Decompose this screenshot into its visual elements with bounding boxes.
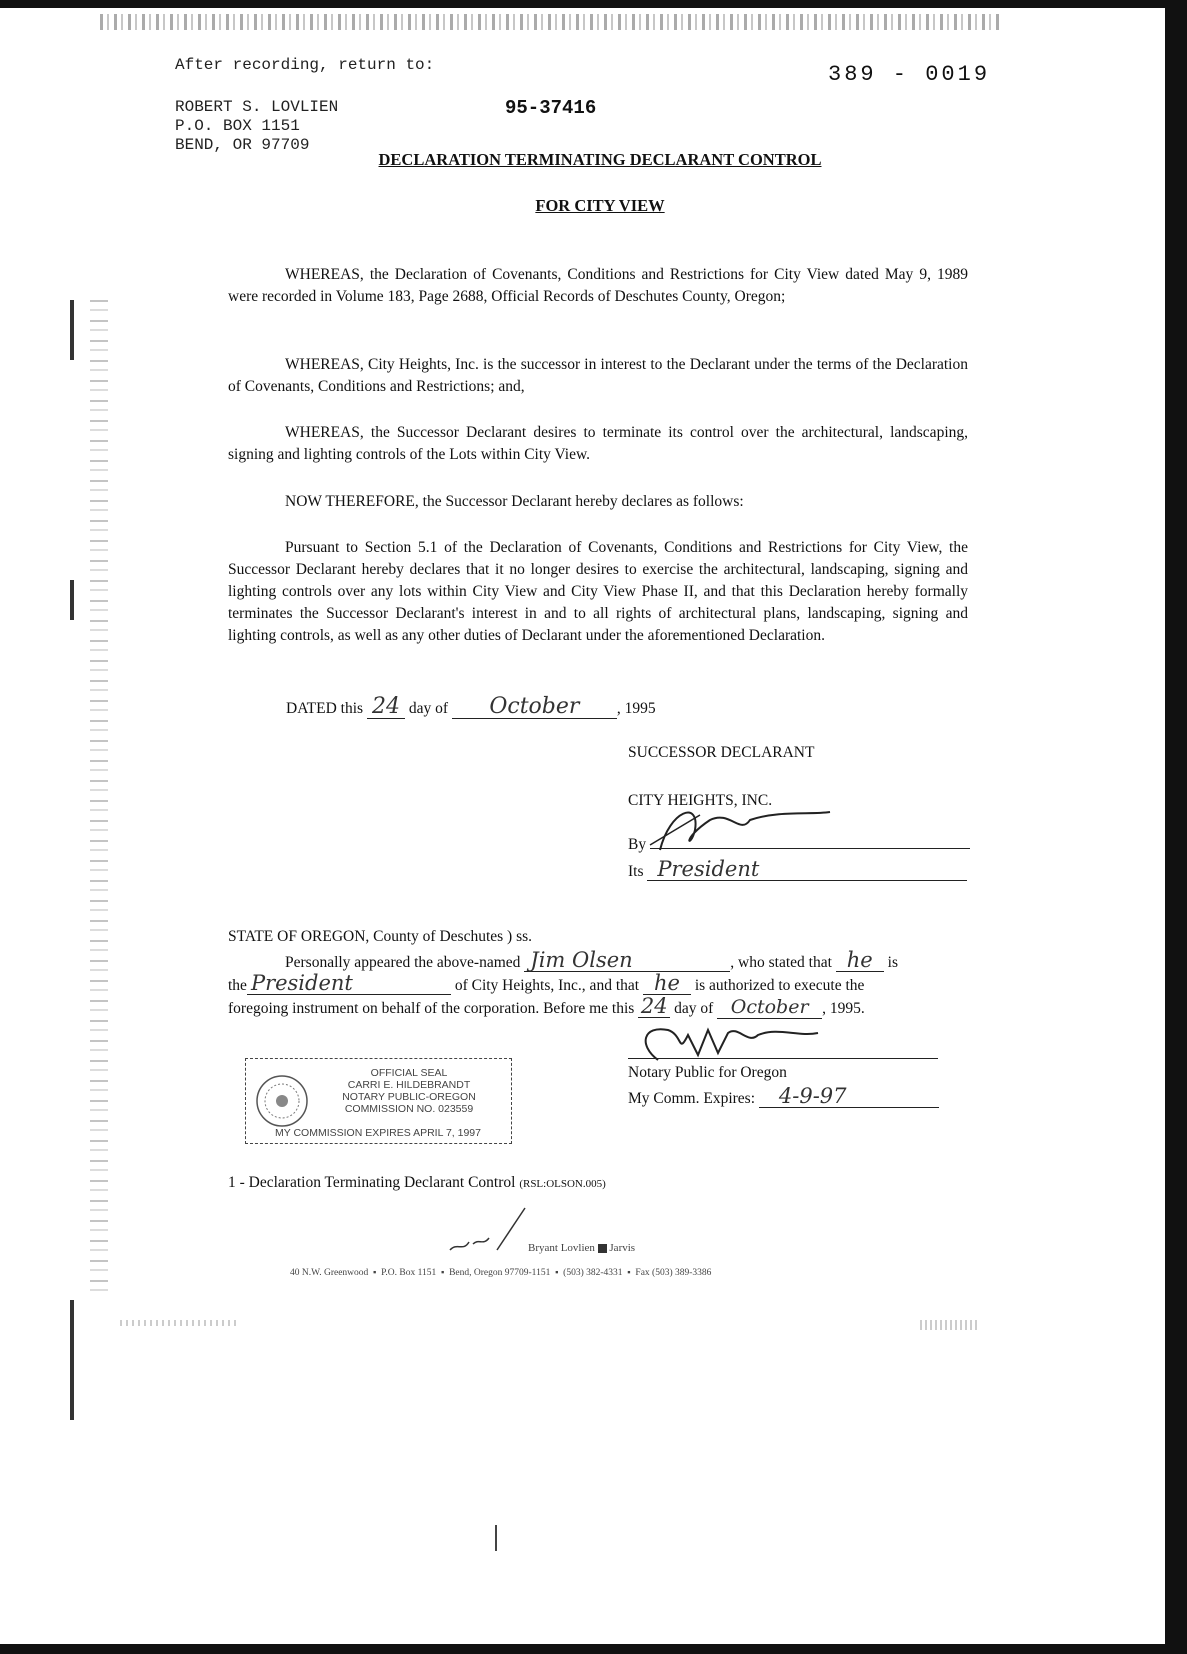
official-seal-stamp — [245, 1058, 512, 1144]
firm-name-1: Bryant Lovlien — [528, 1242, 595, 1254]
document-code: (RSL:OLSON.005) — [519, 1178, 606, 1190]
dated-day: 24 — [367, 696, 405, 719]
the-text: the — [228, 977, 247, 994]
scan-noise — [100, 14, 1000, 30]
page-caption: 1 - Declaration Terminating Declarant Control — [228, 1174, 516, 1191]
firm-address: 40 N.W. Greenwood ▪ P.O. Box 1151 ▪ Bend, Oregon 97709-1151 ▪ (503) 382-4331 ▪ Fax (503) 389-3386 — [290, 1268, 712, 1278]
foregoing-text: foregoing instrument on behalf of the corporation. Before me this — [228, 1000, 635, 1017]
paragraph-1: WHEREAS, the Declaration of Covenants, Conditions and Restrictions for City View dated May 9, 1989 were recorded in Volume 183, Page 2688, Official Records of Deschutes County, Oregon; — [228, 266, 968, 305]
firm-name — [528, 1242, 635, 1254]
dated-month: October — [452, 696, 617, 719]
return-label: After recording, return to: — [175, 56, 435, 74]
seal-text — [314, 1067, 504, 1115]
paragraph-2: WHEREAS, City Heights, Inc. is the successor in interest to the Declarant under the terms of the Declaration of Covenants, Conditions and Restrictions; and, — [228, 356, 968, 395]
notary-signature-line — [628, 1058, 938, 1059]
firm-logo-icon — [598, 1244, 607, 1253]
scan-bottom-edge — [0, 1644, 1187, 1654]
notary-month: October — [717, 996, 822, 1019]
seal-line: NOTARY PUBLIC-OREGON — [342, 1091, 476, 1103]
dated-prefix: DATED this — [286, 700, 364, 717]
its-line — [628, 858, 967, 883]
notary-day: 24 — [638, 995, 670, 1018]
notary-year: , 1995. — [822, 1000, 865, 1017]
notary-state-line: STATE OF OREGON, County of Deschutes ) ss. — [228, 928, 533, 945]
its-label: Its — [628, 863, 644, 880]
company-name: CITY HEIGHTS, INC. — [628, 792, 773, 809]
scan-right-edge — [1165, 0, 1187, 1654]
scan-mark — [495, 1525, 497, 1551]
signature-scribble — [640, 800, 840, 860]
authorized-text: is authorized to execute the — [694, 977, 865, 994]
scan-left-mark — [70, 1300, 74, 1420]
expires-value: 4-9-97 — [759, 1085, 939, 1108]
return-address — [175, 98, 338, 155]
scan-left-mark — [70, 300, 74, 360]
successor-declarant-label: SUCCESSOR DECLARANT — [628, 744, 815, 761]
is-text: is — [887, 954, 898, 971]
document-number: 389 - 0019 — [828, 62, 991, 87]
page-caption-line — [228, 1172, 606, 1195]
who-stated-text: , who stated that — [730, 954, 832, 971]
of-company-text: of City Heights, Inc., and that — [454, 977, 640, 994]
scan-noise — [120, 1320, 240, 1326]
its-value: President — [647, 858, 967, 881]
paragraph-4: NOW THEREFORE, the Successor Declarant hereby declares as follows: — [285, 493, 744, 510]
address-line: P.O. BOX 1151 — [175, 117, 300, 135]
initials-scribble — [445, 1202, 535, 1262]
recording-number: 95-37416 — [505, 97, 597, 119]
appeared-text: Personally appeared the above-named — [285, 954, 521, 971]
document-title: DECLARATION TERMINATING DECLARANT CONTROL — [378, 150, 822, 169]
by-label: By — [628, 836, 647, 853]
scan-left-speckle — [90, 300, 108, 1300]
notary-day-of: day of — [674, 1000, 714, 1017]
seal-line: OFFICIAL SEAL — [370, 1067, 448, 1079]
dated-year: , 1995 — [616, 700, 656, 717]
scan-top-edge — [0, 0, 1187, 8]
scan-left-mark — [70, 580, 74, 620]
dated-mid: day of — [408, 700, 448, 717]
seal-line: COMMISSION NO. 023559 — [344, 1103, 474, 1115]
pronoun-2: he — [643, 972, 691, 995]
appeared-name: Jim Olsen — [524, 949, 730, 972]
paragraph-3: WHEREAS, the Successor Declarant desires to terminate its control over the architectural, landscaping, signing and lighting controls of the Lots within City View. — [228, 424, 968, 463]
scan-noise — [920, 1320, 980, 1330]
notary-line-2 — [228, 972, 973, 997]
commission-line — [628, 1085, 939, 1110]
seal-line: CARRI E. HILDEBRANDT — [347, 1079, 471, 1091]
address-line: ROBERT S. LOVLIEN — [175, 98, 339, 116]
seal-expiry: MY COMMISSION EXPIRES APRIL 7, 1997 — [275, 1127, 481, 1139]
notary-line-3 — [228, 995, 973, 1020]
dated-line — [286, 696, 656, 720]
paragraph-5: Pursuant to Section 5.1 of the Declaration of Covenants, Conditions and Restrictions for City View, the Successor Declarant hereby declares that it no longer desires to exercise the architectural, landscaping, signing and lighting controls over any lots within City View and City View Phase II, and that this Declaration hereby formally terminates the Successor Declarant's interest in and to all rights of architectural plans, landscaping, signing and lighting controls, as well as any other duties of Declarant under the aforementioned Declaration. — [228, 539, 968, 644]
expires-label: My Comm. Expires: — [628, 1090, 756, 1107]
oregon-seal-emblem — [254, 1073, 310, 1129]
document-subtitle: FOR CITY VIEW — [535, 196, 665, 215]
pronoun-1: he — [836, 949, 884, 972]
officer-title: President — [247, 972, 451, 995]
address-line: BEND, OR 97709 — [175, 136, 310, 154]
firm-name-2: Jarvis — [609, 1242, 636, 1254]
notary-public-label: Notary Public for Oregon — [628, 1064, 787, 1081]
